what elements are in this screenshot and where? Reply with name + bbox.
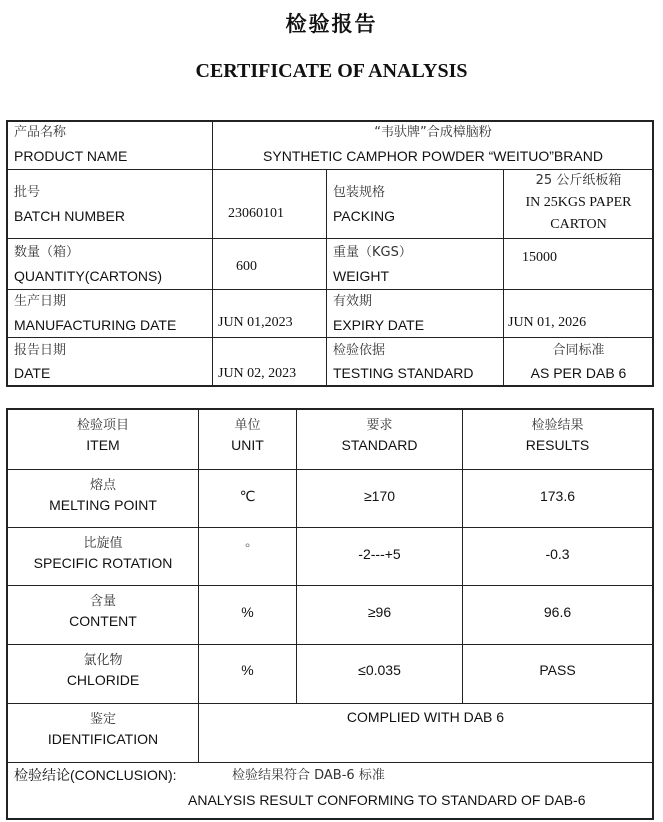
packing-label-cn: 包装规格 [333,185,386,200]
product-name-value-cn: “韦驮牌”合成樟脑粉 [374,125,492,140]
standard-value: ≥170 [363,488,396,504]
table-rule [6,289,654,290]
weight-value: 15000 [522,250,557,265]
header-standard-cn: 要求 [366,418,393,433]
header-results [463,414,652,453]
unit-value: ℃ [239,488,256,504]
header-results-cn: 检验结果 [531,418,584,433]
table-border-right [652,120,654,387]
packing-value-cn: 25 公斤纸板箱 [535,173,622,188]
weight-label-cn: 重量（KGS） [333,245,412,260]
conclusion-label: 检验结论(CONCLUSION): [14,767,177,783]
unit-value: % [241,662,254,678]
header-results-en: RESULTS [525,437,590,453]
testing-standard-label-cn: 检验依据 [333,343,386,358]
table-rule [6,703,654,704]
document-title: CERTIFICATE OF ANALYSIS [195,60,468,82]
quantity-value: 600 [236,259,257,274]
header-item [8,414,198,453]
table-rule [6,762,654,763]
expiry-date-label-cn: 有效期 [333,294,373,309]
standard-value: -2---+5 [358,546,401,562]
table-rule [326,169,327,387]
table-row-item [8,590,198,629]
table-rule [6,337,654,338]
table-rule [212,120,213,387]
item-en: SPECIFIC ROTATION [33,555,173,571]
identification-item [8,708,198,747]
table-row-item [8,649,198,688]
table-rule [6,169,654,170]
result-value: 173.6 [539,488,576,504]
expiry-date-label: EXPIRY DATE [333,317,425,333]
item-cn: 含量 [89,594,116,609]
table-rule [6,469,654,470]
report-date-value: JUN 02, 2023 [218,366,297,381]
header-standard [297,414,462,453]
table-row-item [8,474,198,513]
standard-value: ≤0.035 [358,662,401,678]
testing-standard-value-cn: 合同标准 [552,343,605,358]
table-border-left [6,120,8,387]
product-name-label-cn: 产品名称 [14,125,67,140]
report-date-label-cn: 报告日期 [14,343,67,358]
item-en: MELTING POINT [49,497,157,513]
table-border-top [6,120,654,122]
table-row-item [8,532,198,571]
table-border-right [652,408,654,820]
item-en: CONTENT [69,613,137,629]
packing-value [505,171,652,235]
batch-number-label: BATCH NUMBER [14,208,125,224]
identification-label: IDENTIFICATION [47,731,159,747]
batch-number-label-cn: 批号 [14,185,41,200]
batch-number-value: 23060101 [228,206,284,221]
packing-label: PACKING [333,208,395,224]
report-date-label: DATE [14,365,51,381]
packing-value-line2: CARTON [550,217,607,232]
conclusion-value-cn: 检验结果符合 DAB-6 标准 [232,768,385,783]
expiry-date-value: JUN 01, 2026 [508,315,587,330]
result-value: 96.6 [543,604,572,620]
header-unit [199,414,296,453]
table-rule [6,527,654,528]
product-name-value: SYNTHETIC CAMPHOR POWDER “WEITUO”BRAND [263,148,603,164]
standard-value: ≥96 [367,604,392,620]
result-value: PASS [539,662,576,678]
header-standard-en: STANDARD [341,437,418,453]
item-cn: 比旋值 [83,536,123,551]
table-border-bottom [6,385,654,387]
weight-label: WEIGHT [333,268,389,284]
manufacturing-date-label: MANUFACTURING DATE [14,317,177,333]
manufacturing-date-value: JUN 01,2023 [218,315,293,330]
header-item-cn: 检验项目 [76,418,129,433]
item-cn: 氯化物 [83,653,123,668]
testing-standard-value: AS PER DAB 6 [530,365,627,381]
table-rule [6,644,654,645]
manufacturing-date-label-cn: 生产日期 [14,294,67,309]
table-rule [6,238,654,239]
unit-value: ° [244,540,251,556]
header-unit-cn: 单位 [234,418,261,433]
document-title-chinese: 检验报告 [285,12,378,36]
table-border-top [6,408,654,410]
unit-value: % [241,604,254,620]
conclusion-value: ANALYSIS RESULT CONFORMING TO STANDARD OF DAB-6 [188,792,586,808]
result-value: -0.3 [545,546,570,562]
identification-value: COMPLIED WITH DAB 6 [346,709,505,725]
packing-value-line1: IN 25KGS PAPER [525,195,632,210]
table-rule [503,169,504,387]
header-unit-en: UNIT [231,437,264,453]
item-en: CHLORIDE [66,672,140,688]
identification-label-cn: 鉴定 [89,712,116,727]
header-item-en: ITEM [86,437,120,453]
table-border-bottom [6,818,654,820]
quantity-label-cn: 数量（箱） [14,245,80,260]
table-rule [6,585,654,586]
product-name-label: PRODUCT NAME [14,148,128,164]
item-cn: 熔点 [89,478,116,493]
quantity-label: QUANTITY(CARTONS) [14,268,163,284]
testing-standard-label: TESTING STANDARD [333,365,474,381]
